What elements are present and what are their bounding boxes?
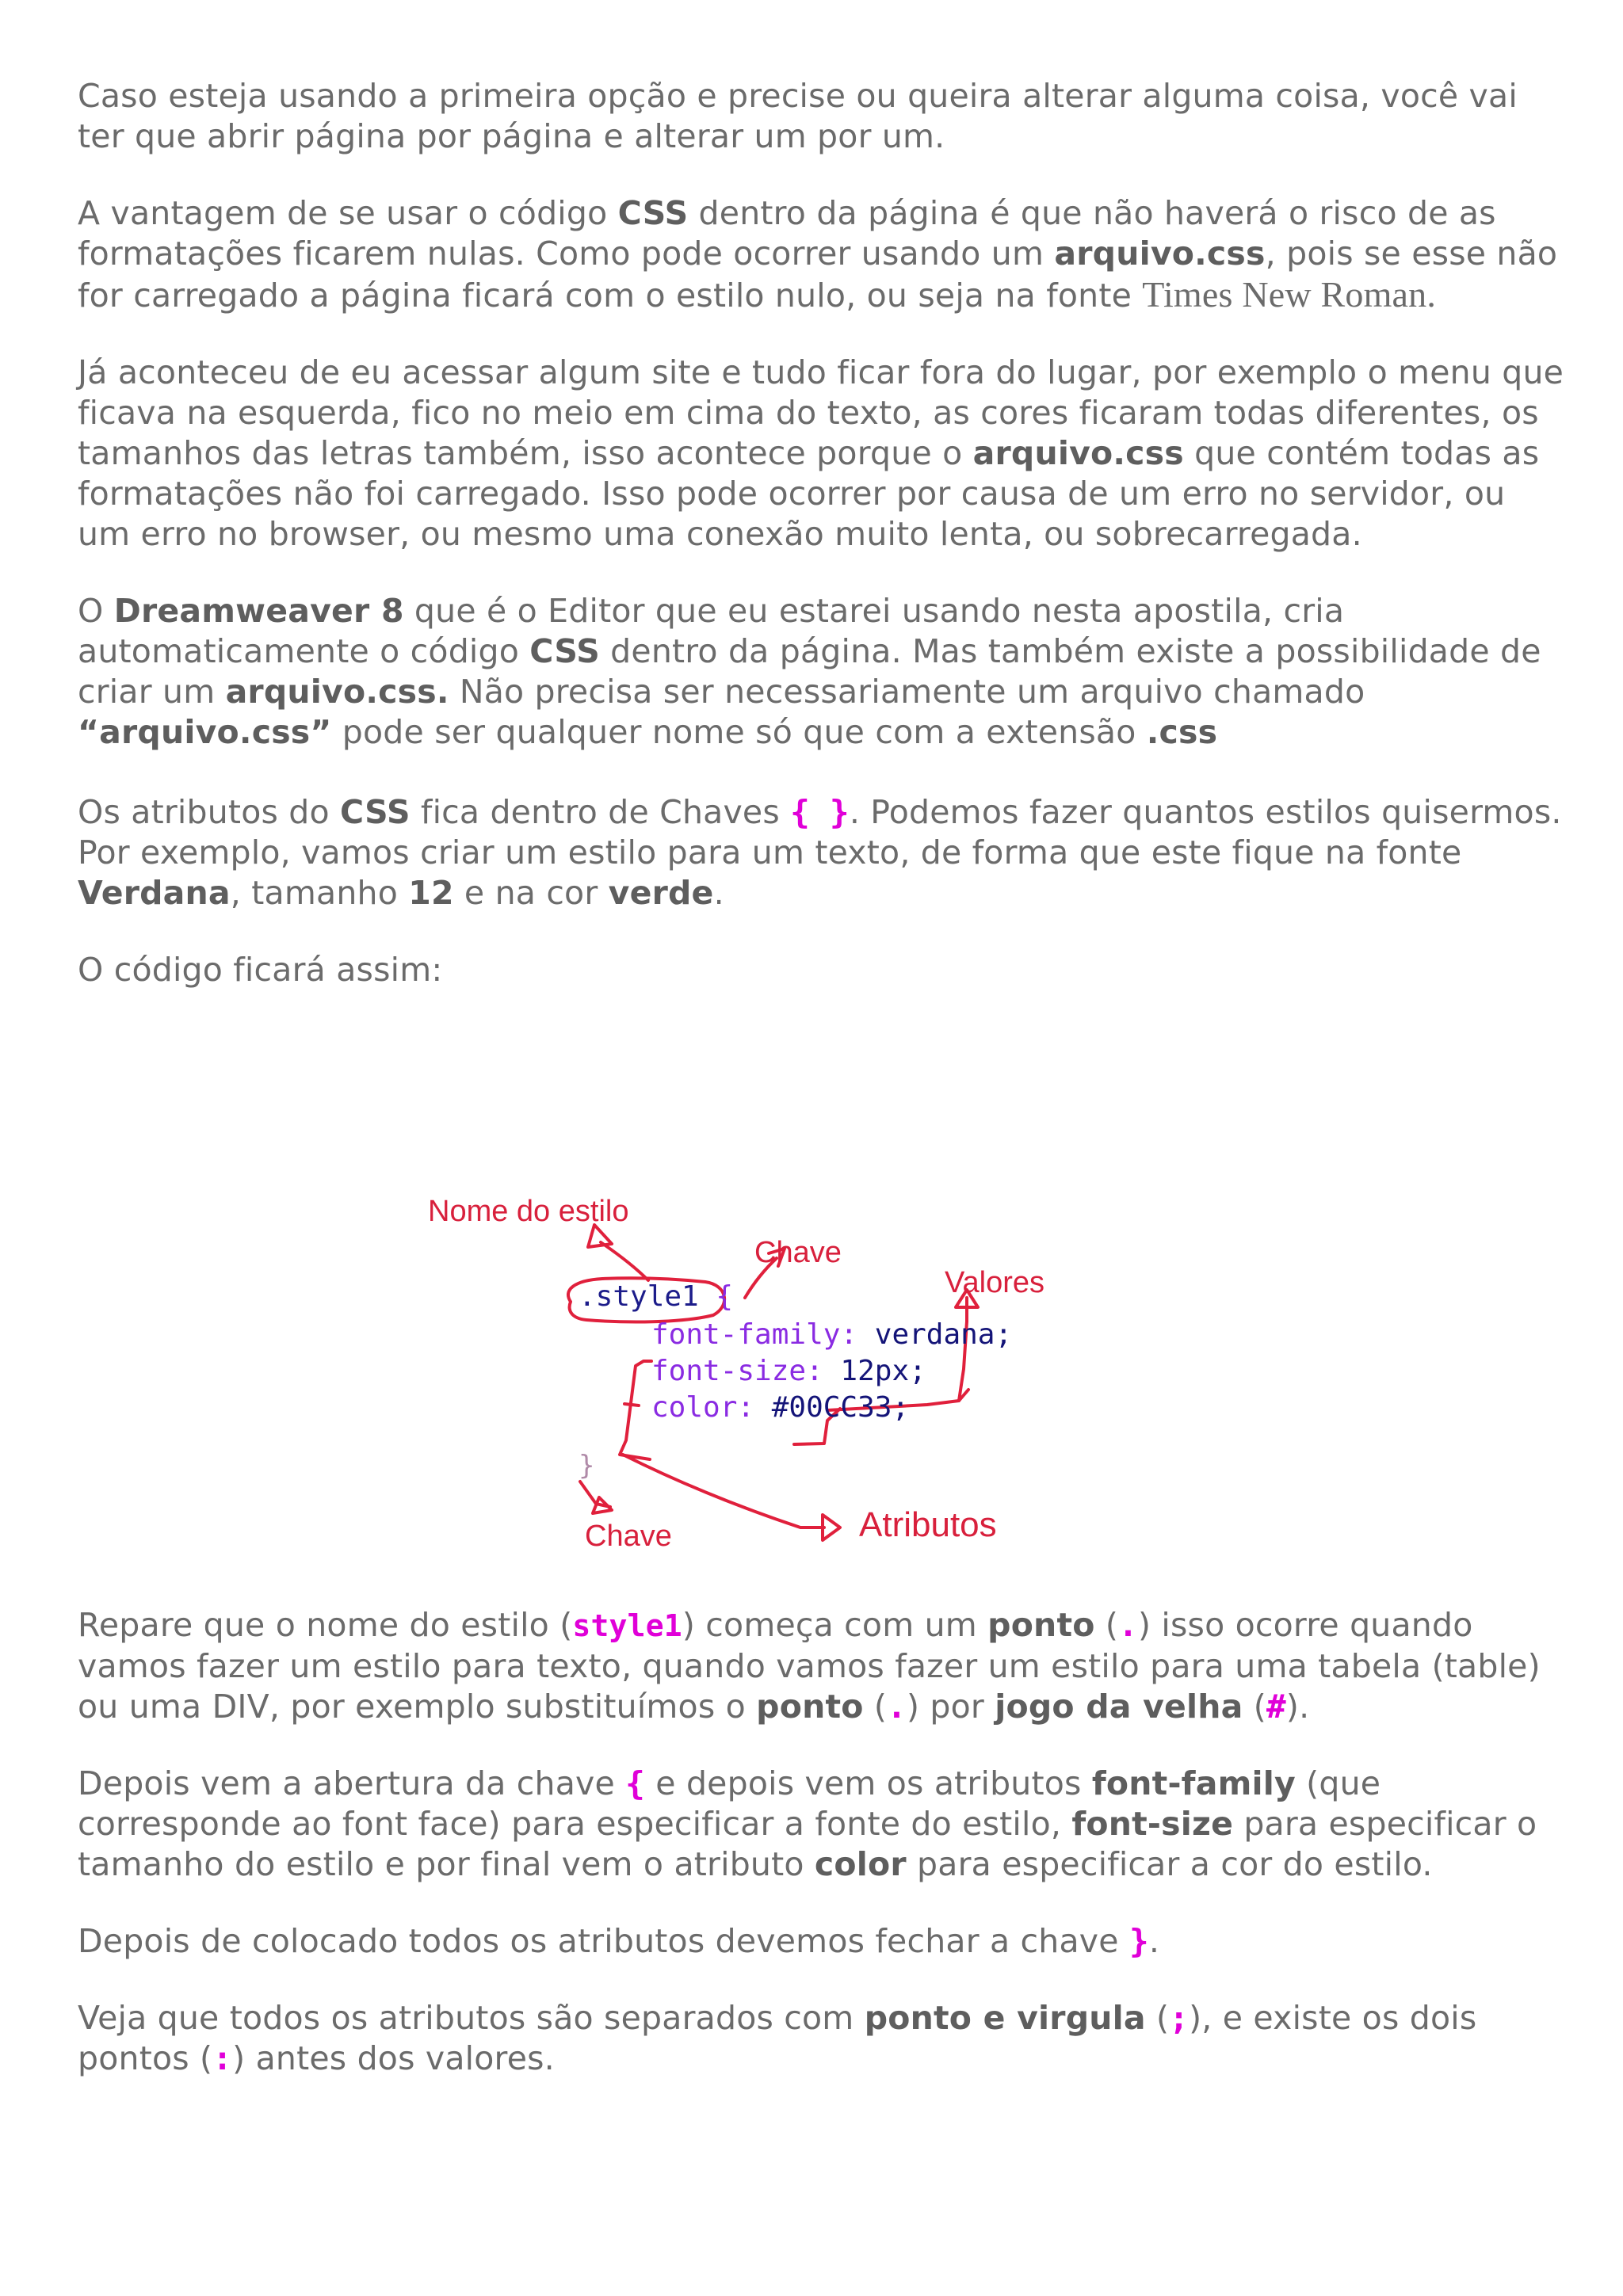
paragraph-3: Já aconteceu de eu acessar algum site e tudo ficar fora do lugar, por exemplo o menu que ficava na esquerda, fico no meio em cima do texto, as cores ficaram todas diferentes, os tamanhos das letras também, isso acontece porque o arquivo.css que contém todas as formatações não foi carregado. Isso pode ocorrer por causa de um erro no servidor, ou um erro no browser, ou mesmo uma conexão muito lenta, ou sobrecarregada. [78, 353, 1564, 553]
document-page [78, 76, 1568, 990]
paragraph-4: O Dreamweaver 8 que é o Editor que eu estarei usando nesta apostila, cria automaticamente o código CSS dentro da página. Mas também existe a possibilidade de criar um arquivo.css. Não precisa ser necessariamente um arquivo chamado “arquivo.css” pode ser qualquer nome só que com a extensão .css [78, 592, 1541, 751]
paragraph-8: Repare que o nome do estilo (style1) começa com um ponto (.) isso ocorre quando vamos fazer um estilo para texto, quando vamos fazer um estilo para uma tabela (table) ou uma DIV, por exemplo substituímos o ponto (.) por jogo da velha (#). [78, 1606, 1541, 1726]
label-chave-top: Chave [754, 1236, 842, 1269]
code-close-brace: } [579, 1450, 595, 1482]
attributes-bracket [620, 1361, 651, 1459]
paragraph-2: A vantagem de se usar o código CSS dentro da página é que não haverá o risco de as formatações ficarem nulas. Como pode ocorrer usando um arquivo.css, pois se esse não for carregado a página ficará com o estilo nulo, ou seja na fonte Times New Roman. [78, 194, 1558, 315]
paragraph-6: Por exemplo, vamos criar um estilo para um texto, de forma que este fique na fonte Verdana, tamanho 12 e na cor verde. [78, 833, 1462, 912]
paragraph-9: Depois vem a abertura da chave { e depois vem os atributos font-family (que corresponde ao font face) para especificar a fonte do estilo, font-size para especificar o tamanho do estilo e por final vem o atributo color para especificar a cor do estilo. [78, 1764, 1537, 1883]
label-atributos: Atributos [859, 1505, 997, 1544]
arrow-name [601, 1242, 648, 1280]
paragraph-7: O código ficará assim: [78, 951, 443, 989]
times-new-roman-sample: Times New Roman. [1142, 274, 1437, 315]
code-selector: .style1 { [579, 1280, 734, 1313]
css-code-diagram [412, 1179, 1173, 1575]
code-line-2: font-size: 12px; [651, 1355, 926, 1387]
code-line-3: color: #00CC33; [651, 1391, 910, 1424]
document-page-lower [78, 1605, 1568, 2079]
label-chave-bottom: Chave [585, 1520, 672, 1553]
paragraph-5: Os atributos do CSS fica dentro de Chaves { }. Podemos fazer quantos estilos quisermos. [78, 793, 1562, 831]
paragraph-1: Caso esteja usando a primeira opção e precise ou queira alterar alguma coisa, você vai ter que abrir página por página e alterar um por um. [78, 77, 1518, 155]
code-line-1: font-family: verdana; [651, 1318, 1013, 1351]
label-nome-do-estilo: Nome do estilo [428, 1195, 629, 1228]
paragraph-10: Depois de colocado todos os atributos devemos fechar a chave }. [78, 1922, 1160, 1960]
label-valores: Valores [945, 1266, 1045, 1299]
arrow-atributos [623, 1455, 824, 1527]
paragraph-11: Veja que todos os atributos são separados com ponto e virgula (;), e existe os dois pontos (:) antes dos valores. [78, 1999, 1477, 2077]
